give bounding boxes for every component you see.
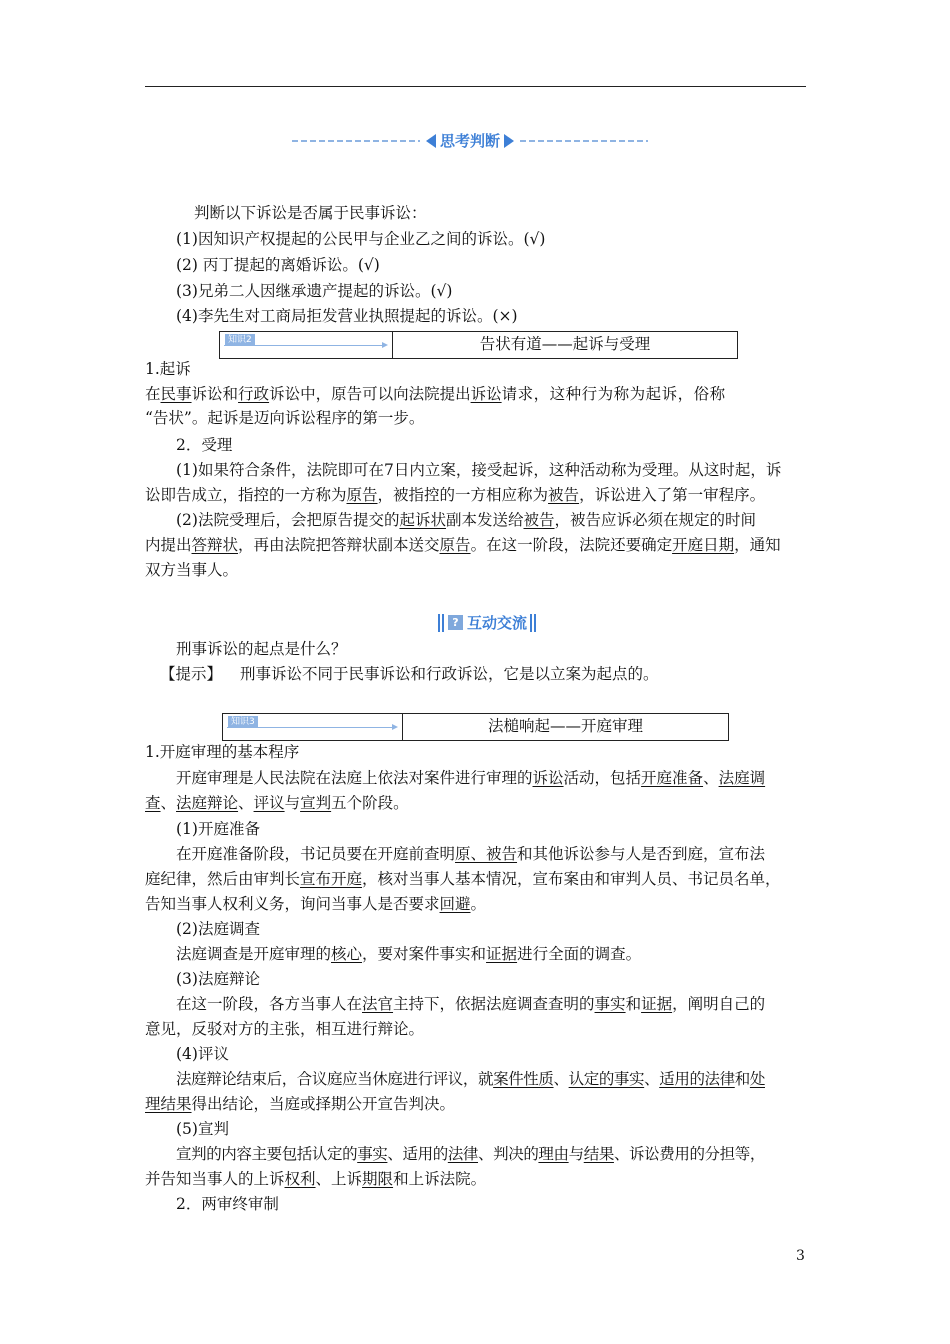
knowledge-tag-label: 知识2 <box>225 334 255 346</box>
header-rule <box>145 86 806 87</box>
judge-item-3: (3)兄弟二人因继承遗产提起的诉讼。(√) <box>176 282 453 300</box>
para-debate-line-2: 意见，反驳对方的主张，相互进行辩论。 <box>145 1020 425 1038</box>
hint-text: 刑事诉讼不同于民事诉讼和行政诉讼，它是以立案为起点的。 <box>240 665 659 683</box>
knowledge-point-box-2 <box>219 331 738 359</box>
para-shouli-2-line-2: 内提出答辩状，再由法院把答辩状副本送交原告。在这一阶段，法院还要确定开庭日期，通知 <box>145 536 781 554</box>
knowledge-point-box-3 <box>222 713 729 741</box>
para-verdict-line-2: 并告知当事人的上诉权利、上诉期限和上诉法院。 <box>145 1170 487 1188</box>
heading-deliberation: (4)评议 <box>176 1045 229 1063</box>
question-text: 刑事诉讼的起点是什么？ <box>176 640 347 658</box>
para-debate-line-1: 在这一阶段，各方当事人在法官主持下，依据法庭调查查明的事实和证据，阐明自己的 <box>176 995 766 1013</box>
heading-shouli: 2．受理 <box>176 436 233 454</box>
para-prep-line-1: 在开庭准备阶段，书记员要在开庭前查明原、被告和其他诉讼参与人是否到庭，宣布法 <box>176 845 766 863</box>
heading-prep: (1)开庭准备 <box>176 820 260 838</box>
knowledge-tag-label: 知识3 <box>228 716 258 728</box>
heading-debate: (3)法庭辩论 <box>176 970 260 988</box>
triangle-right-icon <box>504 134 514 148</box>
knowledge-title: 告状有道——起诉与受理 <box>479 335 651 353</box>
judge-item-1: (1)因知识产权提起的公民甲与企业乙之间的诉讼。(√) <box>176 230 546 248</box>
para-shouli-2-line-1: (2)法院受理后，会把原告提交的起诉状副本发送给被告，被告应诉必须在规定的时间 <box>176 511 757 529</box>
para-deliberation-line-1: 法庭辩论结束后，合议庭应当休庭进行评议，就案件性质、认定的事实、适用的法律和处 <box>176 1070 765 1088</box>
para-verdict-line-1: 宣判的内容主要包括认定的事实、适用的法律、判决的理由与结果、诉讼费用的分担等， <box>176 1145 765 1163</box>
para-qisu-line-2: “告状”。起诉是迈向诉讼程序的第一步。 <box>145 409 425 427</box>
triangle-left-icon <box>426 134 436 148</box>
banner-title: 思考判断 <box>440 132 501 150</box>
para-prep-line-2: 庭纪律，然后由审判长宣布开庭，核对当事人基本情况，宣布案由和审判人员、书记员名单， <box>145 870 781 888</box>
judge-item-2: (2) 丙丁提起的离婚诉讼。(√) <box>176 256 380 274</box>
hint-line <box>160 661 659 687</box>
section-banner-interact <box>437 612 537 633</box>
heading-verdict: (5)宣判 <box>176 1120 229 1138</box>
para-deliberation-line-2: 理结果得出结论，当庭或择期公开宣告判决。 <box>145 1095 456 1113</box>
hint-label: 【提示】 <box>160 665 223 683</box>
knowledge-title: 法槌响起——开庭审理 <box>487 717 643 735</box>
section-banner-think <box>292 130 648 151</box>
page-number: 3 <box>796 1248 805 1264</box>
para-procedure-line-2: 查、法庭辩论、评议与宣判五个阶段。 <box>145 794 409 812</box>
judge-item-4: (4)李先生对工商局拒发营业执照提起的诉讼。(×) <box>176 307 518 325</box>
para-shouli-1-line-2: 讼即告成立，指控的一方称为原告，被指控的一方相应称为被告，诉讼进入了第一审程序。 <box>145 486 766 504</box>
arrow-right-icon <box>227 727 396 728</box>
para-procedure-line-1: 开庭审理是人民法院在法庭上依法对案件进行审理的诉讼活动，包括开庭准备、法庭调 <box>176 769 766 787</box>
para-investigation: 法庭调查是开庭审理的核心，要对案件事实和证据进行全面的调查。 <box>176 945 642 963</box>
banner-line-right <box>520 140 648 142</box>
para-prep-line-3: 告知当事人权利义务，询问当事人是否要求回避。 <box>145 895 487 913</box>
heading-procedure: 1.开庭审理的基本程序 <box>145 743 300 761</box>
arrow-right-icon <box>224 345 386 346</box>
heading-two-trial-system: 2．两审终审制 <box>176 1195 279 1213</box>
judge-intro: 判断以下诉讼是否属于民事诉讼： <box>194 204 427 222</box>
banner-title: 互动交流 <box>467 614 528 632</box>
para-shouli-1-line-1: (1)如果符合条件，法院即可在7日内立案，接受起诉，这种活动称为受理。从这时起，诉 <box>176 461 782 479</box>
knowledge-tag <box>220 332 393 358</box>
heading-qisu: 1.起诉 <box>145 360 191 378</box>
banner-line-left <box>292 140 420 142</box>
knowledge-tag <box>223 714 403 740</box>
question-icon: ? <box>448 615 463 630</box>
heading-investigation: (2)法庭调查 <box>176 920 260 938</box>
para-qisu-line-1: 在民事诉讼和行政诉讼中，原告可以向法院提出诉讼请求，这种行为称为起诉，俗称 <box>145 385 726 403</box>
para-shouli-2-line-3: 双方当事人。 <box>145 561 239 579</box>
